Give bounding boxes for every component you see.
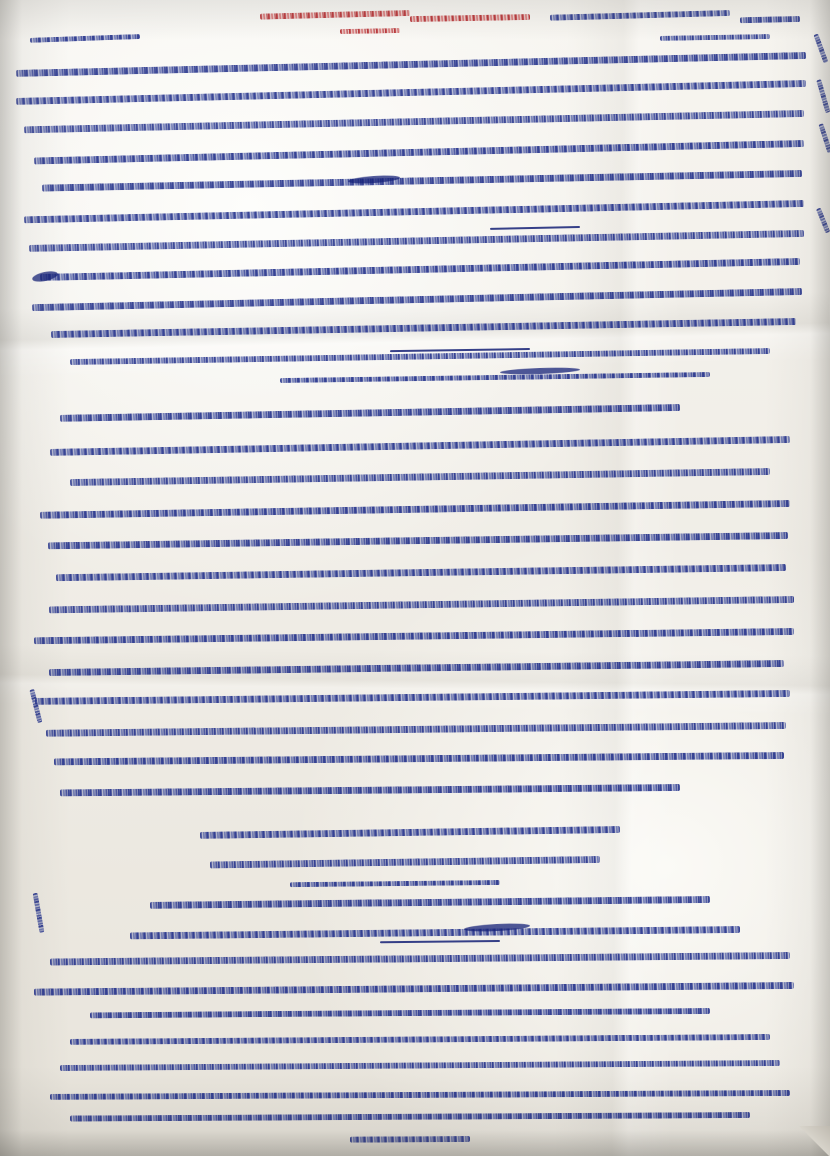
handwritten-line: [130, 926, 740, 939]
handwritten-line: [150, 896, 710, 909]
handwritten-line: [260, 10, 410, 20]
handwritten-line: [350, 1136, 470, 1143]
handwritten-line: [56, 564, 786, 581]
handwritten-line: [49, 596, 794, 613]
handwritten-line: [40, 500, 790, 519]
handwritten-line: [32, 288, 802, 311]
handwritten-line: [740, 16, 800, 23]
handwritten-line: [40, 258, 800, 281]
handwritten-line: [50, 952, 790, 965]
handwritten-line: [70, 1112, 750, 1122]
margin-handwritten-line: [33, 893, 45, 933]
handwritten-line: [46, 722, 786, 737]
margin-handwritten-line: [818, 123, 830, 153]
margin-handwritten-line: [816, 79, 830, 113]
handwritten-line: [60, 1060, 780, 1071]
handwritten-line: [34, 982, 794, 996]
handwritten-line: [200, 826, 620, 839]
handwritten-line: [70, 1034, 770, 1045]
margin-handwritten-line: [813, 33, 828, 63]
margin-handwritten-line: [816, 207, 830, 233]
handwritten-line: [340, 28, 400, 34]
handwritten-line: [90, 1008, 710, 1018]
handwritten-line: [70, 468, 770, 486]
handwritten-line: [34, 140, 804, 164]
handwritten-line: [50, 1090, 790, 1100]
handwritten-line: [660, 34, 770, 41]
handwritten-line: [29, 230, 804, 252]
handwritten-line: [49, 660, 784, 676]
handwritten-line: [50, 436, 790, 456]
handwritten-line: [410, 14, 530, 22]
handwritten-line: [48, 532, 788, 549]
handwritten-line: [54, 752, 784, 765]
underline-emphasis: [490, 226, 580, 230]
handwritten-line: [35, 690, 790, 705]
handwritten-line: [51, 318, 796, 338]
handwritten-line: [34, 628, 794, 644]
handwritten-line: [60, 784, 680, 796]
handwritten-line: [550, 10, 730, 21]
underline-emphasis: [380, 940, 500, 943]
margin-handwritten-line: [29, 689, 42, 723]
handwritten-line: [30, 34, 140, 43]
handwritten-line: [24, 110, 804, 133]
handwritten-line: [280, 372, 710, 383]
handwritten-line: [42, 170, 802, 192]
handwritten-line: [16, 80, 806, 105]
handwritten-line: [210, 856, 600, 868]
handwritten-line: [290, 880, 500, 887]
ink-scribble: [31, 269, 58, 283]
handwritten-line: [24, 200, 804, 223]
handwritten-line: [60, 404, 680, 422]
handwritten-line: [16, 52, 806, 77]
